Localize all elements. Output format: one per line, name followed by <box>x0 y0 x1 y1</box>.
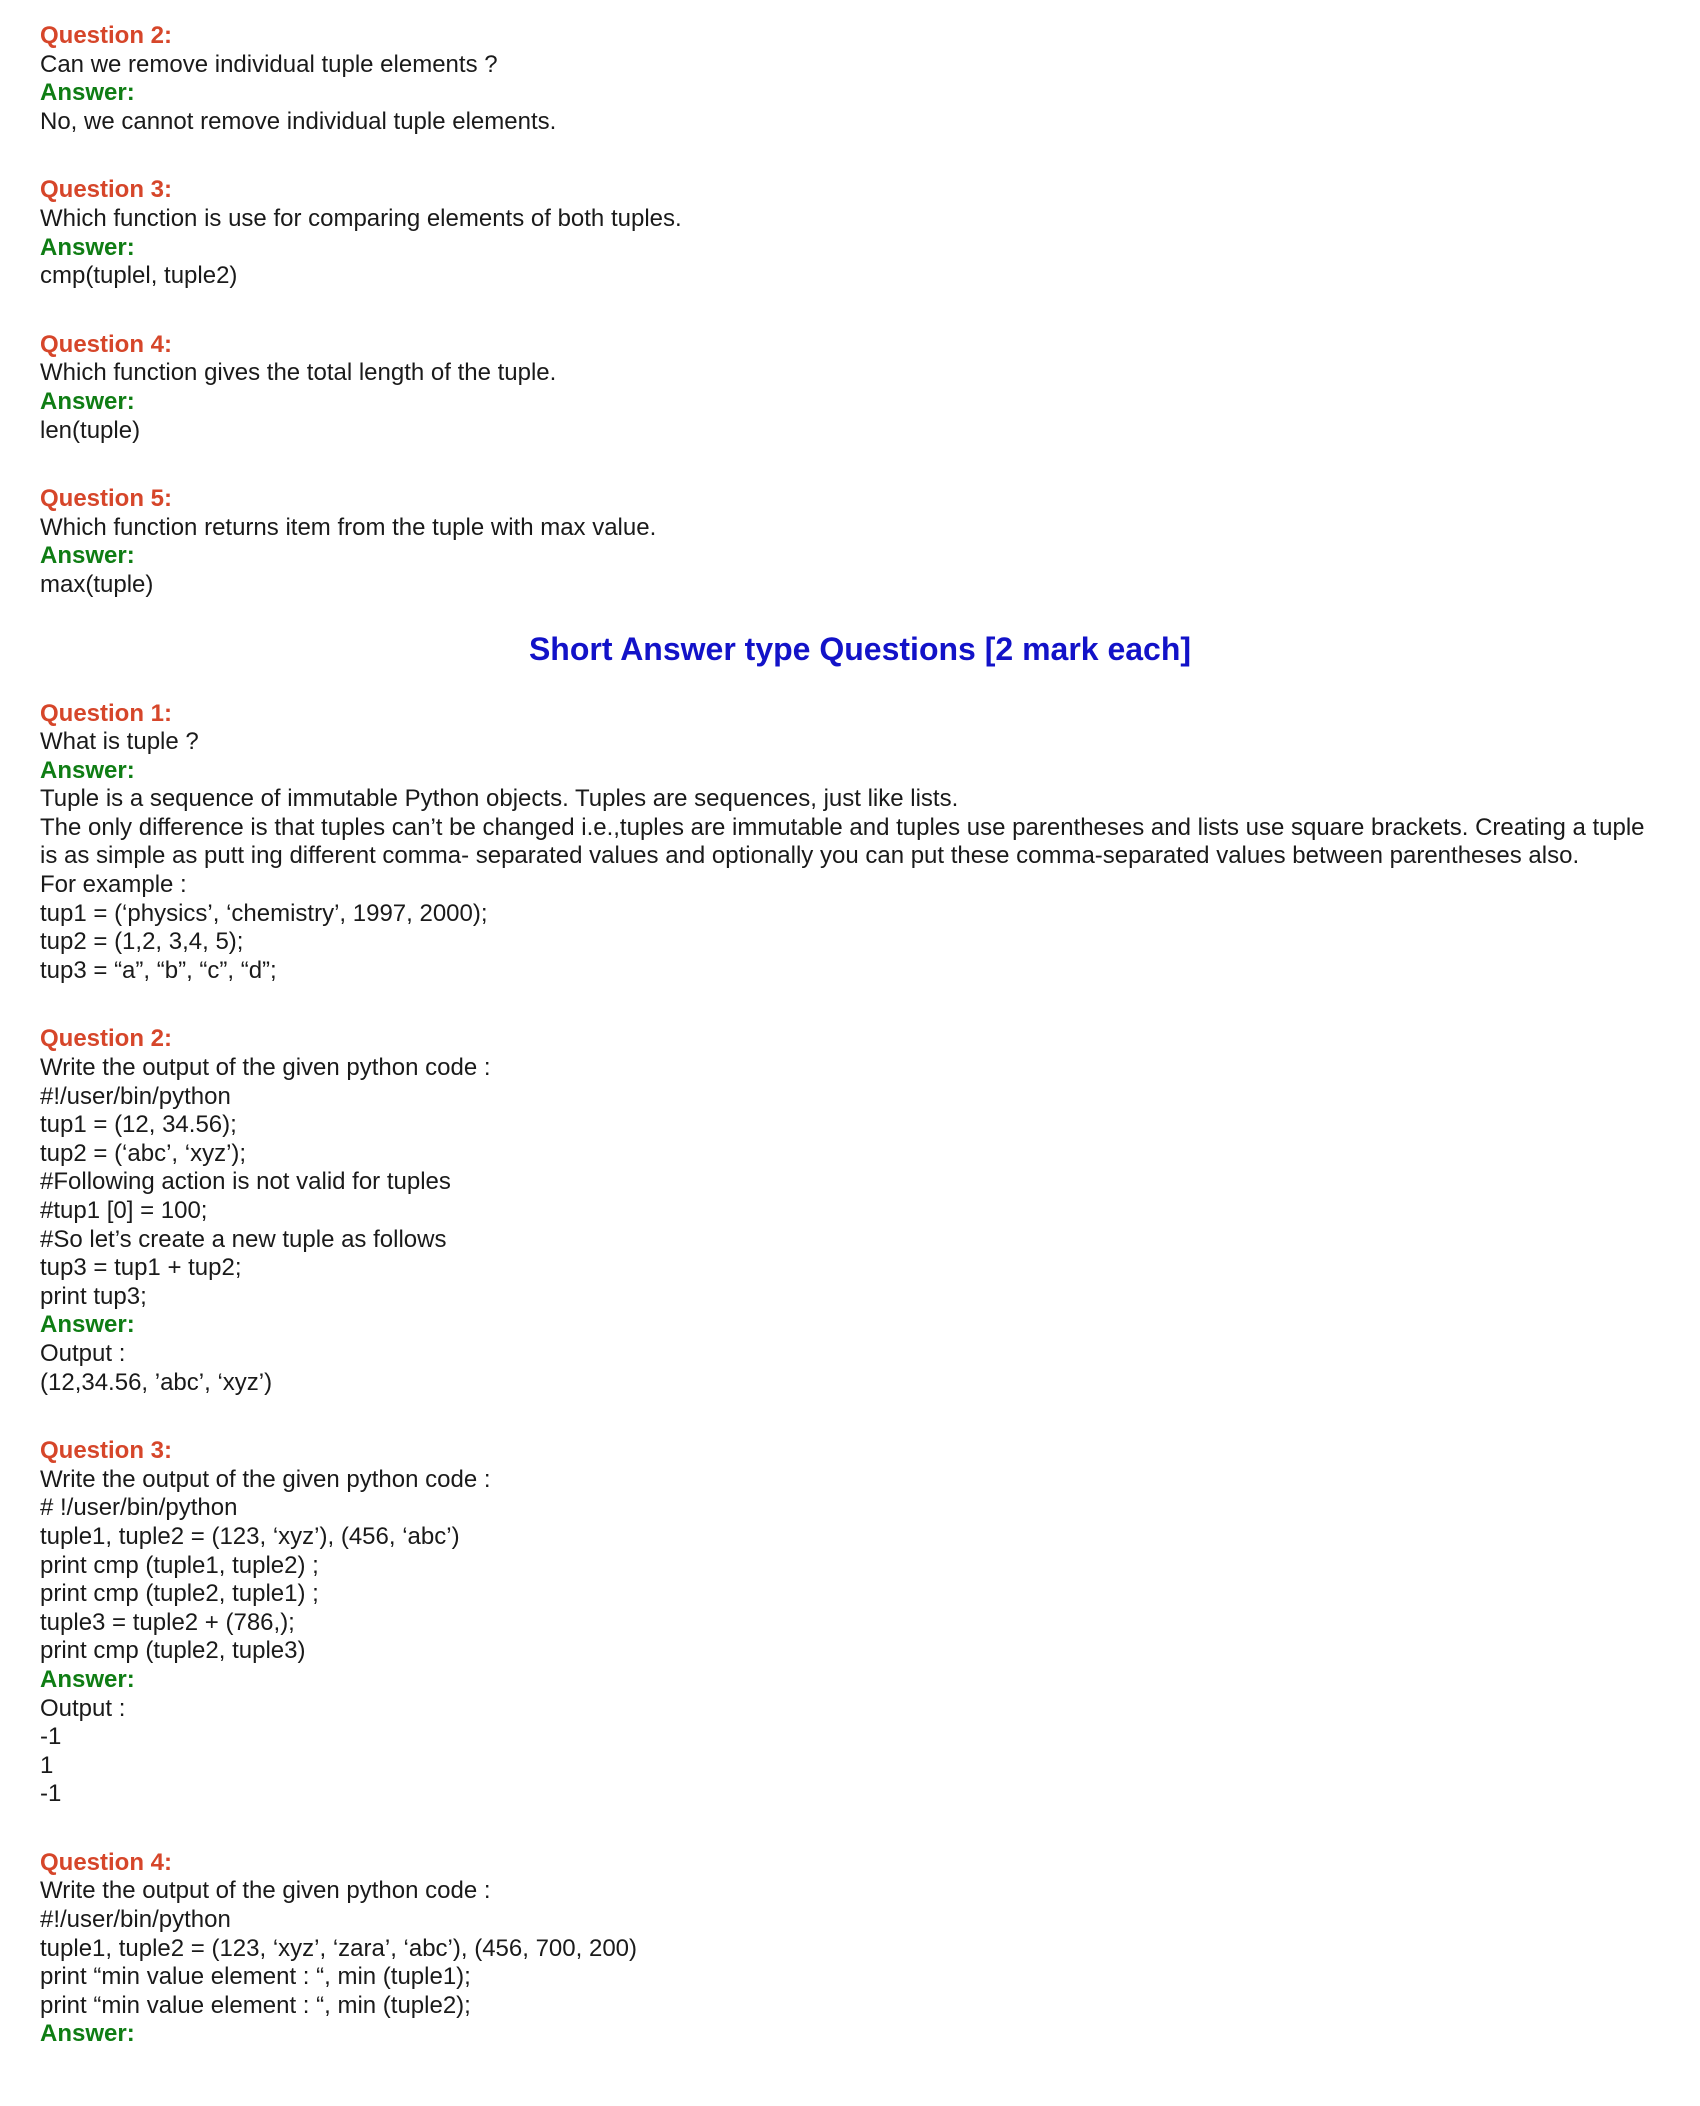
code-line: # !/user/bin/python <box>40 1494 238 1522</box>
code-line: #!/user/bin/python <box>40 1906 231 1934</box>
sa-question-block-2 <box>40 1025 1660 1397</box>
sa-question-block-4 <box>40 1849 1660 2049</box>
code-line: tup3 = “a”, “b”, “c”, “d”; <box>40 956 277 984</box>
answer-label: Answer: <box>40 1311 135 1339</box>
code-line: tuple1, tuple2 = (123, ‘xyz’, ‘zara’, ‘abc’), (456, 700, 200) <box>40 1934 637 1962</box>
answer-label: Answer: <box>40 387 135 415</box>
code-line: #tup1 [0] = 100; <box>40 1197 208 1224</box>
question-block-5 <box>40 485 1660 599</box>
question-text: Write the output of the given python code : <box>40 1465 491 1493</box>
question-text: Which function returns item from the tuple with max value. <box>40 513 657 541</box>
question-label: Question 1: <box>40 699 173 727</box>
document-page <box>40 22 1660 2049</box>
question-label: Question 5: <box>40 485 173 513</box>
question-label: Question 2: <box>40 1025 173 1053</box>
answer-line: Output : <box>40 1694 126 1722</box>
question-text: Which function gives the total length of the tuple. <box>40 359 557 387</box>
code-line: tup2 = (1,2, 3,4, 5); <box>40 928 244 956</box>
question-text: Which function is use for comparing elements of both tuples. <box>40 204 682 232</box>
code-line: print cmp (tuple1, tuple2) ; <box>40 1551 319 1579</box>
answer-label: Answer: <box>40 79 135 107</box>
code-line: tup1 = (12, 34.56); <box>40 1111 237 1139</box>
question-block-2 <box>40 22 1660 136</box>
answer-paragraph: Tuple is a sequence of immutable Python objects. Tuples are sequences, just like lists. <box>40 785 959 813</box>
code-line: tuple1, tuple2 = (123, ‘xyz’), (456, ‘abc’) <box>40 1522 460 1550</box>
code-line: #So let’s create a new tuple as follows <box>40 1225 447 1253</box>
section-heading: Short Answer type Questions [2 mark each] <box>528 630 1192 667</box>
code-line: print “min value element : “, min (tuple1); <box>40 1963 471 1991</box>
answer-text: cmp(tuplel, tuple2) <box>40 262 238 290</box>
code-line: tup1 = (‘physics’, ‘chemistry’, 1997, 2000); <box>40 899 488 927</box>
code-line: tup2 = (‘abc’, ‘xyz’); <box>40 1139 247 1167</box>
code-line: #Following action is not valid for tuples <box>40 1168 451 1196</box>
code-line: tup3 = tup1 + tup2; <box>40 1254 242 1282</box>
code-line: tuple3 = tuple2 + (786,); <box>40 1608 295 1636</box>
question-text: Can we remove individual tuple elements ? <box>40 50 498 78</box>
question-text: What is tuple ? <box>40 728 199 756</box>
answer-text: No, we cannot remove individual tuple elements. <box>40 107 557 135</box>
answer-label: Answer: <box>40 233 135 261</box>
answer-line: For example : <box>40 871 187 899</box>
answer-line: (12,34.56, ’abc’, ‘xyz’) <box>40 1368 273 1396</box>
question-text: Write the output of the given python code : <box>40 1877 491 1905</box>
sa-question-block-3 <box>40 1437 1660 1809</box>
code-line: print cmp (tuple2, tuple3) <box>40 1637 306 1665</box>
question-block-3 <box>40 176 1660 290</box>
question-text: Write the output of the given python code : <box>40 1054 491 1082</box>
sa-question-block-1 <box>40 700 1660 986</box>
answer-text: max(tuple) <box>40 570 154 598</box>
question-label: Question 4: <box>40 330 173 358</box>
question-label: Question 4: <box>40 1848 173 1876</box>
answer-label: Answer: <box>40 2020 135 2048</box>
answer-paragraph: The only difference is that tuples can’t be changed i.e.,tuples are immutable and tuples use parentheses and lists use square brackets. Creating a tuple is as simple as putt ing different comma- separated values and optionally you can put these comma-separated values between parentheses also. <box>40 813 1645 870</box>
answer-line: -1 <box>40 1723 62 1751</box>
question-block-4 <box>40 331 1660 445</box>
code-line: print cmp (tuple2, tuple1) ; <box>40 1580 319 1608</box>
answer-line: Output : <box>40 1339 126 1367</box>
answer-label: Answer: <box>40 756 135 784</box>
code-line: print “min value element : “, min (tuple2); <box>40 1991 471 2019</box>
answer-label: Answer: <box>40 542 135 570</box>
answer-line: -1 <box>40 1780 62 1808</box>
code-line: print tup3; <box>40 1282 147 1310</box>
question-label: Question 3: <box>40 1437 173 1465</box>
question-label: Question 3: <box>40 176 173 204</box>
code-line: #!/user/bin/python <box>40 1082 231 1110</box>
answer-label: Answer: <box>40 1665 135 1693</box>
answer-line: 1 <box>40 1751 54 1779</box>
answer-text: len(tuple) <box>40 416 141 444</box>
question-label: Question 2: <box>40 22 173 49</box>
